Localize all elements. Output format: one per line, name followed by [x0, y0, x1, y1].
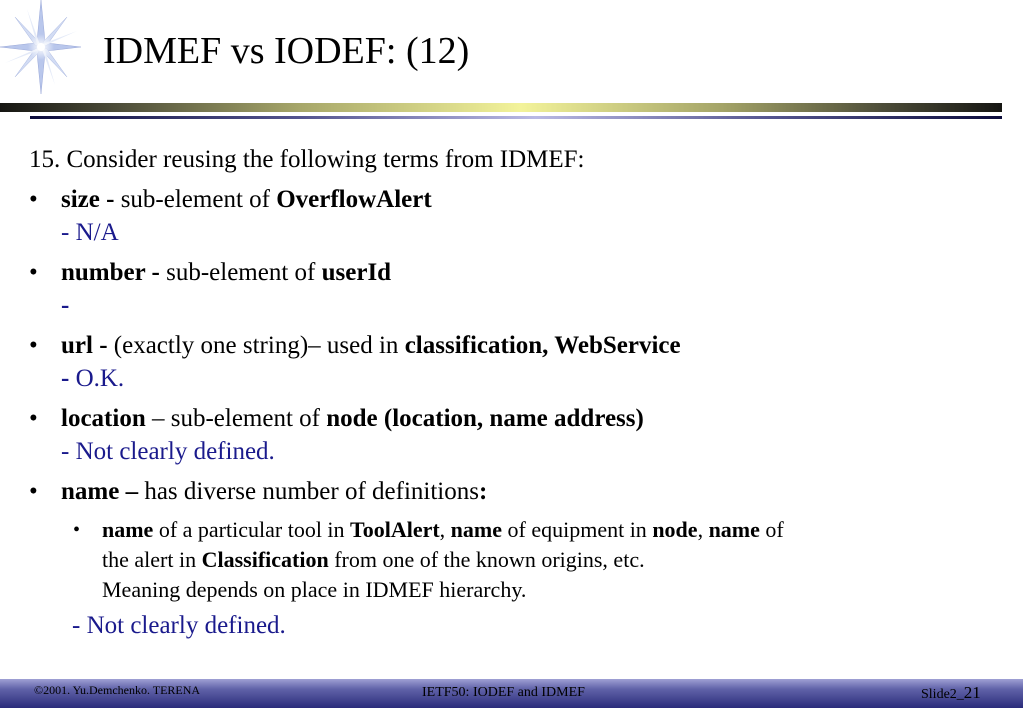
- term-target: OverflowAlert: [276, 186, 432, 213]
- term-desc: sub-element of: [114, 186, 277, 213]
- term-desc: (exactly one string)– used in: [107, 332, 405, 359]
- term-desc: has diverse number of definitions: [138, 478, 479, 505]
- term-desc: sub-element of: [159, 259, 322, 286]
- sub-text: of a particular tool in: [153, 517, 351, 542]
- sub-text: ,: [697, 517, 709, 542]
- answer-text: O.K.: [69, 365, 125, 392]
- list-item-size: [29, 183, 1009, 249]
- sub-list-item: [73, 515, 1009, 605]
- answer-text: -: [61, 292, 70, 319]
- final-answer-text: - Not clearly defined.: [72, 612, 286, 639]
- sub-bold: name: [450, 517, 502, 542]
- bullet: •: [29, 259, 38, 286]
- bullet: •: [29, 332, 38, 359]
- slide-number-prefix: Slide2_: [921, 687, 964, 702]
- title-rule-thin: [30, 116, 1002, 119]
- term: location: [61, 405, 146, 432]
- slide-number: [921, 683, 981, 703]
- list-item-location: [29, 402, 1009, 468]
- list-item-name: [29, 475, 1009, 508]
- title-rule: [0, 103, 1002, 112]
- sub-bold: name: [102, 517, 154, 542]
- answer-dash: -: [61, 365, 70, 392]
- sub-bold: Classification: [201, 547, 329, 572]
- term-target: node (location, name address): [326, 405, 644, 432]
- sub-text: the alert in: [102, 547, 202, 572]
- term: size -: [61, 186, 115, 213]
- slide-title: IDMEF vs IODEF: (12): [103, 30, 470, 72]
- starburst-icon: [0, 0, 90, 100]
- list-item-url: [29, 329, 1009, 395]
- slide-body: [29, 143, 1009, 642]
- bullet: •: [29, 478, 38, 505]
- slide-number-page: 21: [963, 683, 981, 702]
- footer-title: IETF50: IODEF and IDMEF: [422, 685, 585, 700]
- sub-text: from one of the known origins, etc.: [328, 547, 645, 572]
- sub-text: of equipment in: [502, 517, 653, 542]
- answer-text: - N/A: [61, 219, 119, 246]
- footer-bar: [0, 679, 1023, 708]
- term-target: :: [478, 478, 488, 505]
- term: url -: [61, 332, 108, 359]
- term: number -: [61, 259, 160, 286]
- footer-copyright: ©2001. Yu.Demchenko. TERENA: [34, 683, 201, 697]
- bullet: •: [29, 186, 38, 213]
- term: name –: [61, 478, 139, 505]
- sub-text: of: [759, 517, 784, 542]
- sub-bold: name: [708, 517, 760, 542]
- sub-bold: ToolAlert: [350, 517, 440, 542]
- list-item-number: [29, 256, 1009, 322]
- sub-bold: node: [652, 517, 698, 542]
- sub-text: ,: [439, 517, 451, 542]
- sub-text-line: Meaning depends on place in IDMEF hierarchy.: [102, 577, 527, 602]
- term-desc: – sub-element of: [145, 405, 327, 432]
- answer-text: - Not clearly defined.: [61, 438, 275, 465]
- sub-bullet: •: [73, 519, 81, 541]
- bullet: •: [29, 405, 38, 432]
- term-target: classification, WebService: [404, 332, 681, 359]
- term-target: userId: [321, 259, 392, 286]
- intro-text: 15. Consider reusing the following terms from IDMEF:: [29, 146, 585, 173]
